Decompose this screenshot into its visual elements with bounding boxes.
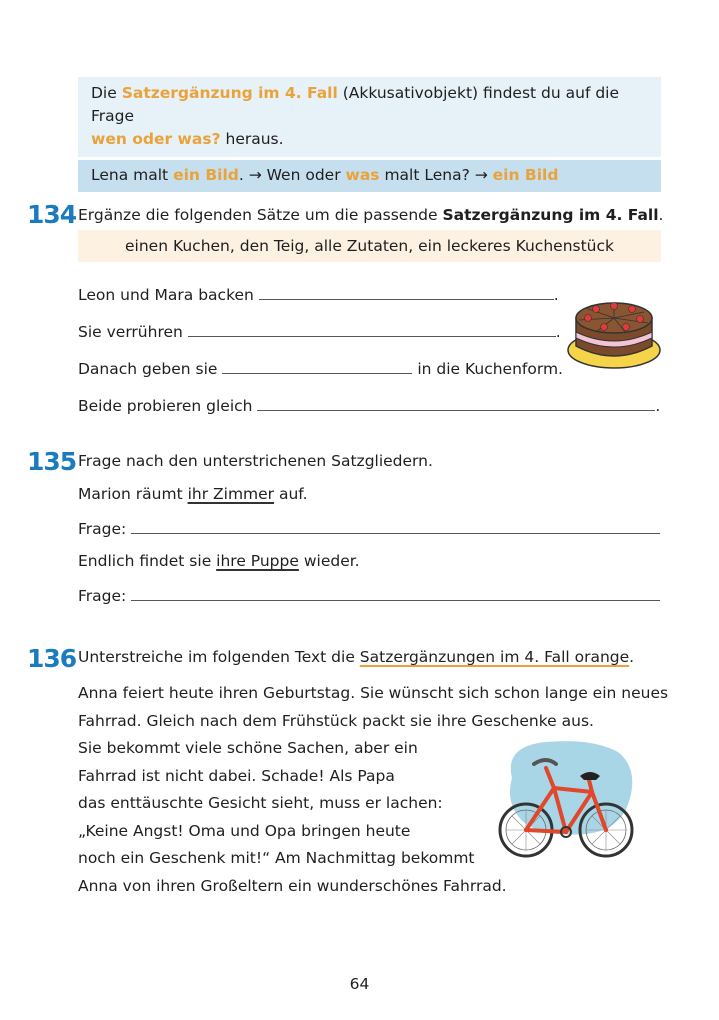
story-line: Sie bekommt viele schöne Sachen, aber ein (78, 739, 418, 757)
word-bank: einen Kuchen, den Teig, alle Zutaten, ein leckeres Kuchenstück (78, 230, 661, 262)
story-line: das enttäuschte Gesicht sieht, muss er lachen: (78, 794, 443, 812)
answer-blank-134-3[interactable] (222, 356, 412, 374)
task-number-134: 134 (27, 200, 77, 229)
answer-blank-134-2[interactable] (188, 319, 556, 337)
rule-text: Die Satzergänzung im 4. Fall (Akkusativobjekt) findest du auf die Frage wen oder was? heraus. (78, 77, 661, 157)
story-line: Fahrrad. Gleich nach dem Frühstück packt sie ihre Geschenke aus. (78, 711, 594, 730)
answer-blank-135-2[interactable] (131, 583, 660, 601)
task-134-instruction: Ergänze die folgenden Sätze um die passende Satzergänzung im 4. Fall. (78, 206, 664, 224)
answer-blank-134-1[interactable] (259, 282, 554, 300)
story-line: noch ein Geschenk mit!“ Am Nachmittag bekommt (78, 849, 475, 867)
question-line-135-2: Frage: (78, 583, 660, 607)
sentence-134-1: Leon und Mara backen . (78, 282, 559, 306)
task-136-instruction: Unterstreiche im folgenden Text die Satzergänzungen im 4. Fall orange. (78, 648, 635, 666)
rule-example: Lena malt ein Bild. → Wen oder was malt Lena? → ein Bild (78, 160, 661, 192)
sentence-134-4: Beide probieren gleich . (78, 393, 660, 417)
rule-highlight: Satzergänzung im 4. Fall (121, 84, 338, 102)
sentence-134-3: Danach geben sie in die Kuchenform. (78, 356, 563, 380)
sentence-135-2: Endlich findet sie ihre Puppe wieder. (78, 552, 360, 570)
task-number-136: 136 (27, 644, 77, 673)
rule-question: wen oder was? (91, 130, 221, 148)
story-line: „Keine Angst! Oma und Opa bringen heute (78, 821, 411, 840)
story-line: Fahrrad ist nicht dabei. Schade! Als Papa (78, 766, 395, 785)
info-box (78, 77, 661, 192)
story-line: Anna von ihren Großeltern ein wunderschönes Fahrrad. (78, 876, 507, 895)
page-number: 64 (349, 975, 370, 993)
task-135-instruction: Frage nach den unterstrichenen Satzgliedern. (78, 452, 433, 470)
cake-illustration (566, 284, 664, 374)
sentence-134-2: Sie verrühren . (78, 319, 561, 343)
answer-blank-135-1[interactable] (131, 516, 660, 534)
bicycle-illustration (494, 738, 638, 860)
answer-blank-134-4[interactable] (257, 393, 655, 411)
question-line-135-1: Frage: (78, 516, 660, 540)
sentence-135-1: Marion räumt ihr Zimmer auf. (78, 485, 308, 503)
task-number-135: 135 (27, 447, 77, 476)
story-line: Anna feiert heute ihren Geburtstag. Sie wünscht sich schon lange ein neues (78, 684, 669, 702)
